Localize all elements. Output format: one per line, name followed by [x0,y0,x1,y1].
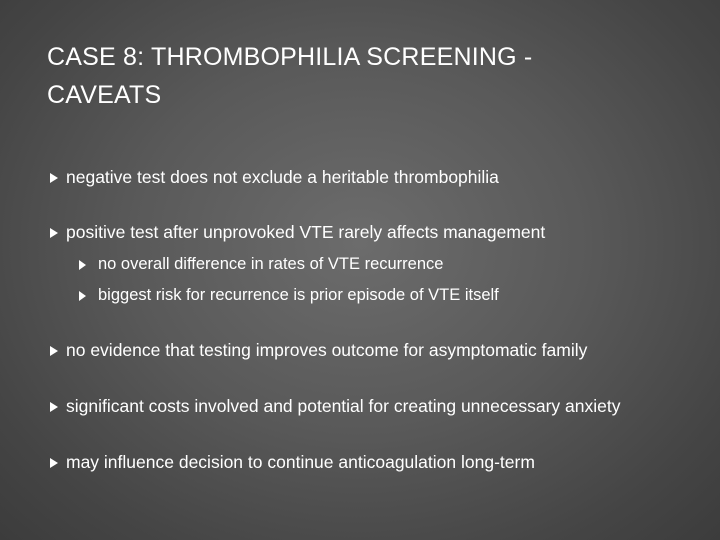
triangle-right-icon [50,346,58,356]
triangle-right-icon [79,291,86,301]
bullet-item [50,222,545,243]
bullet-text: may influence decision to continue anticoagulation long-term [66,452,535,472]
sub-bullet-text: no overall difference in rates of VTE recurrence [98,255,444,273]
slide-title-line-2: CAVEATS [47,81,162,109]
triangle-right-icon [50,228,58,238]
bullet-text: negative test does not exclude a heritable thrombophilia [66,167,499,187]
bullet-item [50,396,620,417]
triangle-right-icon [50,458,58,468]
sub-bullet-item [79,286,499,305]
bullet-item [50,167,499,188]
triangle-right-icon [50,402,58,412]
bullet-text: positive test after unprovoked VTE rarely affects management [66,222,546,242]
sub-bullet-item [79,255,443,274]
bullet-text: significant costs involved and potential for creating unnecessary anxiety [66,396,621,416]
triangle-right-icon [50,173,58,183]
bullet-item [50,340,587,361]
bullet-item [50,452,535,473]
slide-title-line-1: CASE 8: THROMBOPHILIA SCREENING - [47,43,533,71]
sub-bullet-text: biggest risk for recurrence is prior episode of VTE itself [98,286,499,304]
triangle-right-icon [79,260,86,270]
bullet-text: no evidence that testing improves outcome for asymptomatic family [66,340,588,360]
